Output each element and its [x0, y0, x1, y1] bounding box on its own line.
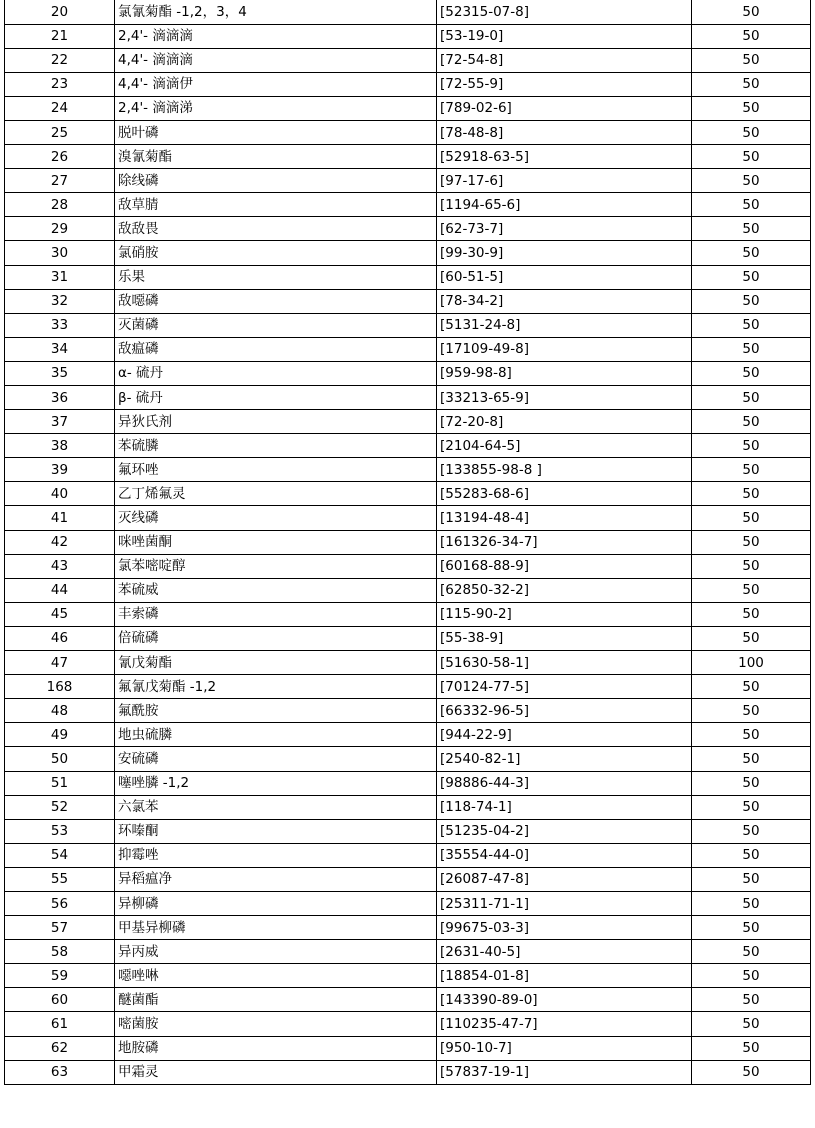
table-row — [5, 193, 811, 217]
cas-number-cell: [55-38-9] — [437, 626, 692, 650]
compound-name-cell: 醚菌酯 — [115, 988, 437, 1012]
value-cell: 50 — [692, 626, 811, 650]
table-row — [5, 1036, 811, 1060]
row-number-cell: 34 — [5, 337, 115, 361]
compound-name-cell: 氟酰胺 — [115, 699, 437, 723]
cas-number-cell: [60168-88-9] — [437, 554, 692, 578]
value-cell: 50 — [692, 337, 811, 361]
compound-name-cell: 甲霜灵 — [115, 1060, 437, 1084]
table-row — [5, 169, 811, 193]
table-row — [5, 916, 811, 940]
row-number-cell: 22 — [5, 48, 115, 72]
table-row — [5, 940, 811, 964]
row-number-cell: 52 — [5, 795, 115, 819]
compound-name-cell: 抑霉唑 — [115, 843, 437, 867]
compound-name-cell: 灭菌磷 — [115, 313, 437, 337]
value-cell: 50 — [692, 867, 811, 891]
table-row — [5, 313, 811, 337]
value-cell: 50 — [692, 361, 811, 385]
row-number-cell: 30 — [5, 241, 115, 265]
compound-name-cell: 2,4'- 滴滴涕 — [115, 96, 437, 120]
compound-name-cell: 敌草腈 — [115, 193, 437, 217]
value-cell: 50 — [692, 410, 811, 434]
cas-number-cell: [66332-96-5] — [437, 699, 692, 723]
cas-number-cell: [53-19-0] — [437, 24, 692, 48]
cas-number-cell: [72-20-8] — [437, 410, 692, 434]
cas-number-cell: [78-48-8] — [437, 120, 692, 144]
row-number-cell: 38 — [5, 434, 115, 458]
row-number-cell: 37 — [5, 410, 115, 434]
row-number-cell: 43 — [5, 554, 115, 578]
table-row — [5, 24, 811, 48]
row-number-cell: 53 — [5, 819, 115, 843]
row-number-cell: 49 — [5, 723, 115, 747]
table-row — [5, 289, 811, 313]
row-number-cell: 57 — [5, 916, 115, 940]
value-cell: 50 — [692, 578, 811, 602]
table-row — [5, 891, 811, 915]
value-cell: 50 — [692, 145, 811, 169]
table-row — [5, 1060, 811, 1084]
compound-name-cell: 敌敌畏 — [115, 217, 437, 241]
row-number-cell: 168 — [5, 675, 115, 699]
row-number-cell: 51 — [5, 771, 115, 795]
cas-number-cell: [2631-40-5] — [437, 940, 692, 964]
table-row — [5, 819, 811, 843]
compound-name-cell: 甲基异柳磷 — [115, 916, 437, 940]
cas-number-cell: [62-73-7] — [437, 217, 692, 241]
cas-number-cell: [99-30-9] — [437, 241, 692, 265]
table-row — [5, 988, 811, 1012]
cas-number-cell: [789-02-6] — [437, 96, 692, 120]
compound-name-cell: 环嗪酮 — [115, 819, 437, 843]
table-row — [5, 120, 811, 144]
row-number-cell: 25 — [5, 120, 115, 144]
row-number-cell: 36 — [5, 386, 115, 410]
value-cell: 50 — [692, 795, 811, 819]
row-number-cell: 46 — [5, 626, 115, 650]
cas-number-cell: [115-90-2] — [437, 602, 692, 626]
table-row — [5, 843, 811, 867]
row-number-cell: 59 — [5, 964, 115, 988]
table-row — [5, 506, 811, 530]
value-cell: 50 — [692, 48, 811, 72]
compound-name-cell: 乐果 — [115, 265, 437, 289]
table-row — [5, 458, 811, 482]
compound-name-cell: 异柳磷 — [115, 891, 437, 915]
value-cell: 50 — [692, 819, 811, 843]
row-number-cell: 40 — [5, 482, 115, 506]
value-cell: 50 — [692, 699, 811, 723]
value-cell: 50 — [692, 120, 811, 144]
compound-name-cell: 乙丁烯氟灵 — [115, 482, 437, 506]
compound-name-cell: 4,4'- 滴滴伊 — [115, 72, 437, 96]
table-row — [5, 145, 811, 169]
value-cell: 50 — [692, 386, 811, 410]
cas-number-cell: [944-22-9] — [437, 723, 692, 747]
cas-number-cell: [52918-63-5] — [437, 145, 692, 169]
row-number-cell: 60 — [5, 988, 115, 1012]
row-number-cell: 44 — [5, 578, 115, 602]
table-row — [5, 241, 811, 265]
row-number-cell: 55 — [5, 867, 115, 891]
row-number-cell: 63 — [5, 1060, 115, 1084]
value-cell: 50 — [692, 217, 811, 241]
cas-number-cell: [35554-44-0] — [437, 843, 692, 867]
compound-name-cell: 苯硫威 — [115, 578, 437, 602]
table-row — [5, 626, 811, 650]
row-number-cell: 42 — [5, 530, 115, 554]
row-number-cell: 35 — [5, 361, 115, 385]
cas-number-cell: [950-10-7] — [437, 1036, 692, 1060]
cas-number-cell: [72-55-9] — [437, 72, 692, 96]
compound-name-cell: 异稻瘟净 — [115, 867, 437, 891]
cas-number-cell: [51630-58-1] — [437, 651, 692, 675]
compound-name-cell: α- 硫丹 — [115, 361, 437, 385]
cas-number-cell: [959-98-8] — [437, 361, 692, 385]
compound-name-cell: 灭线磷 — [115, 506, 437, 530]
row-number-cell: 45 — [5, 602, 115, 626]
row-number-cell: 48 — [5, 699, 115, 723]
cas-number-cell: [60-51-5] — [437, 265, 692, 289]
value-cell: 50 — [692, 506, 811, 530]
value-cell: 50 — [692, 843, 811, 867]
row-number-cell: 28 — [5, 193, 115, 217]
value-cell: 50 — [692, 916, 811, 940]
compound-name-cell: 丰索磷 — [115, 602, 437, 626]
cas-number-cell: [72-54-8] — [437, 48, 692, 72]
cas-number-cell: [118-74-1] — [437, 795, 692, 819]
compound-name-cell: 敌噁磷 — [115, 289, 437, 313]
compound-name-cell: 苯硫膦 — [115, 434, 437, 458]
table-row — [5, 1012, 811, 1036]
cas-number-cell: [25311-71-1] — [437, 891, 692, 915]
value-cell: 50 — [692, 169, 811, 193]
value-cell: 50 — [692, 602, 811, 626]
compound-name-cell: 咪唑菌酮 — [115, 530, 437, 554]
cas-number-cell: [57837-19-1] — [437, 1060, 692, 1084]
compound-name-cell: 溴氰菊酯 — [115, 145, 437, 169]
cas-number-cell: [143390-89-0] — [437, 988, 692, 1012]
table-row — [5, 554, 811, 578]
table-row — [5, 386, 811, 410]
cas-number-cell: [26087-47-8] — [437, 867, 692, 891]
row-number-cell: 20 — [5, 0, 115, 24]
value-cell: 50 — [692, 891, 811, 915]
table-row — [5, 795, 811, 819]
cas-number-cell: [99675-03-3] — [437, 916, 692, 940]
value-cell: 50 — [692, 747, 811, 771]
row-number-cell: 58 — [5, 940, 115, 964]
table-row — [5, 964, 811, 988]
row-number-cell: 26 — [5, 145, 115, 169]
compound-name-cell: 除线磷 — [115, 169, 437, 193]
compound-name-cell: 噁唑啉 — [115, 964, 437, 988]
table-row — [5, 699, 811, 723]
table-row — [5, 747, 811, 771]
value-cell: 50 — [692, 96, 811, 120]
row-number-cell: 24 — [5, 96, 115, 120]
row-number-cell: 39 — [5, 458, 115, 482]
compound-name-cell: 氟环唑 — [115, 458, 437, 482]
row-number-cell: 27 — [5, 169, 115, 193]
compound-name-cell: 氟氰戊菊酯 -1,2 — [115, 675, 437, 699]
value-cell: 50 — [692, 434, 811, 458]
compound-name-cell: 脱叶磷 — [115, 120, 437, 144]
compound-name-cell: 2,4'- 滴滴滴 — [115, 24, 437, 48]
table-row — [5, 651, 811, 675]
table-row — [5, 48, 811, 72]
cas-number-cell: [2540-82-1] — [437, 747, 692, 771]
value-cell: 50 — [692, 530, 811, 554]
value-cell: 50 — [692, 193, 811, 217]
row-number-cell: 29 — [5, 217, 115, 241]
cas-number-cell: [13194-48-4] — [437, 506, 692, 530]
table-row — [5, 530, 811, 554]
pesticide-table-page — [4, 0, 810, 1085]
cas-number-cell: [18854-01-8] — [437, 964, 692, 988]
value-cell: 50 — [692, 265, 811, 289]
value-cell: 50 — [692, 988, 811, 1012]
compound-name-cell: 氯苯嘧啶醇 — [115, 554, 437, 578]
cas-number-cell: [5131-24-8] — [437, 313, 692, 337]
compound-name-cell: 异狄氏剂 — [115, 410, 437, 434]
row-number-cell: 32 — [5, 289, 115, 313]
value-cell: 50 — [692, 289, 811, 313]
row-number-cell: 62 — [5, 1036, 115, 1060]
table-row — [5, 410, 811, 434]
table-row — [5, 602, 811, 626]
cas-number-cell: [1194-65-6] — [437, 193, 692, 217]
row-number-cell: 50 — [5, 747, 115, 771]
cas-number-cell: [52315-07-8] — [437, 0, 692, 24]
value-cell: 50 — [692, 482, 811, 506]
cas-number-cell: [17109-49-8] — [437, 337, 692, 361]
row-number-cell: 21 — [5, 24, 115, 48]
table-row — [5, 0, 811, 24]
table-row — [5, 867, 811, 891]
row-number-cell: 33 — [5, 313, 115, 337]
table-row — [5, 434, 811, 458]
value-cell: 50 — [692, 771, 811, 795]
table-row — [5, 217, 811, 241]
value-cell: 50 — [692, 458, 811, 482]
value-cell: 50 — [692, 313, 811, 337]
compound-name-cell: 氰戊菊酯 — [115, 651, 437, 675]
row-number-cell: 56 — [5, 891, 115, 915]
value-cell: 50 — [692, 0, 811, 24]
table-row — [5, 361, 811, 385]
value-cell: 50 — [692, 72, 811, 96]
compound-name-cell: 异丙威 — [115, 940, 437, 964]
row-number-cell: 31 — [5, 265, 115, 289]
table-row — [5, 265, 811, 289]
cas-number-cell: [110235-47-7] — [437, 1012, 692, 1036]
cas-number-cell: [33213-65-9] — [437, 386, 692, 410]
value-cell: 50 — [692, 1036, 811, 1060]
cas-number-cell: [133855-98-8 ] — [437, 458, 692, 482]
compound-name-cell: 4,4'- 滴滴滴 — [115, 48, 437, 72]
table-row — [5, 96, 811, 120]
cas-number-cell: [78-34-2] — [437, 289, 692, 313]
cas-number-cell: [51235-04-2] — [437, 819, 692, 843]
value-cell: 50 — [692, 1060, 811, 1084]
compound-name-cell: β- 硫丹 — [115, 386, 437, 410]
value-cell: 50 — [692, 675, 811, 699]
compound-name-cell: 氯氰菊酯 -1,2，3，4 — [115, 0, 437, 24]
compound-name-cell: 噻唑膦 -1,2 — [115, 771, 437, 795]
row-number-cell: 41 — [5, 506, 115, 530]
compound-name-cell: 安硫磷 — [115, 747, 437, 771]
cas-number-cell: [2104-64-5] — [437, 434, 692, 458]
value-cell: 50 — [692, 241, 811, 265]
cas-number-cell: [62850-32-2] — [437, 578, 692, 602]
row-number-cell: 54 — [5, 843, 115, 867]
value-cell: 50 — [692, 1012, 811, 1036]
cas-number-cell: [70124-77-5] — [437, 675, 692, 699]
compound-name-cell: 嘧菌胺 — [115, 1012, 437, 1036]
cas-number-cell: [161326-34-7] — [437, 530, 692, 554]
value-cell: 100 — [692, 651, 811, 675]
table-row — [5, 72, 811, 96]
row-number-cell: 23 — [5, 72, 115, 96]
cas-number-cell: [98886-44-3] — [437, 771, 692, 795]
compound-name-cell: 倍硫磷 — [115, 626, 437, 650]
compound-name-cell: 氯硝胺 — [115, 241, 437, 265]
row-number-cell: 61 — [5, 1012, 115, 1036]
table-row — [5, 771, 811, 795]
compound-name-cell: 敌瘟磷 — [115, 337, 437, 361]
pesticide-table — [4, 0, 811, 1085]
table-row — [5, 482, 811, 506]
value-cell: 50 — [692, 723, 811, 747]
value-cell: 50 — [692, 940, 811, 964]
value-cell: 50 — [692, 24, 811, 48]
compound-name-cell: 地胺磷 — [115, 1036, 437, 1060]
cas-number-cell: [97-17-6] — [437, 169, 692, 193]
table-body — [5, 0, 811, 1084]
table-row — [5, 578, 811, 602]
value-cell: 50 — [692, 964, 811, 988]
table-row — [5, 337, 811, 361]
table-row — [5, 723, 811, 747]
row-number-cell: 47 — [5, 651, 115, 675]
cas-number-cell: [55283-68-6] — [437, 482, 692, 506]
compound-name-cell: 地虫硫膦 — [115, 723, 437, 747]
table-row — [5, 675, 811, 699]
compound-name-cell: 六氯苯 — [115, 795, 437, 819]
value-cell: 50 — [692, 554, 811, 578]
